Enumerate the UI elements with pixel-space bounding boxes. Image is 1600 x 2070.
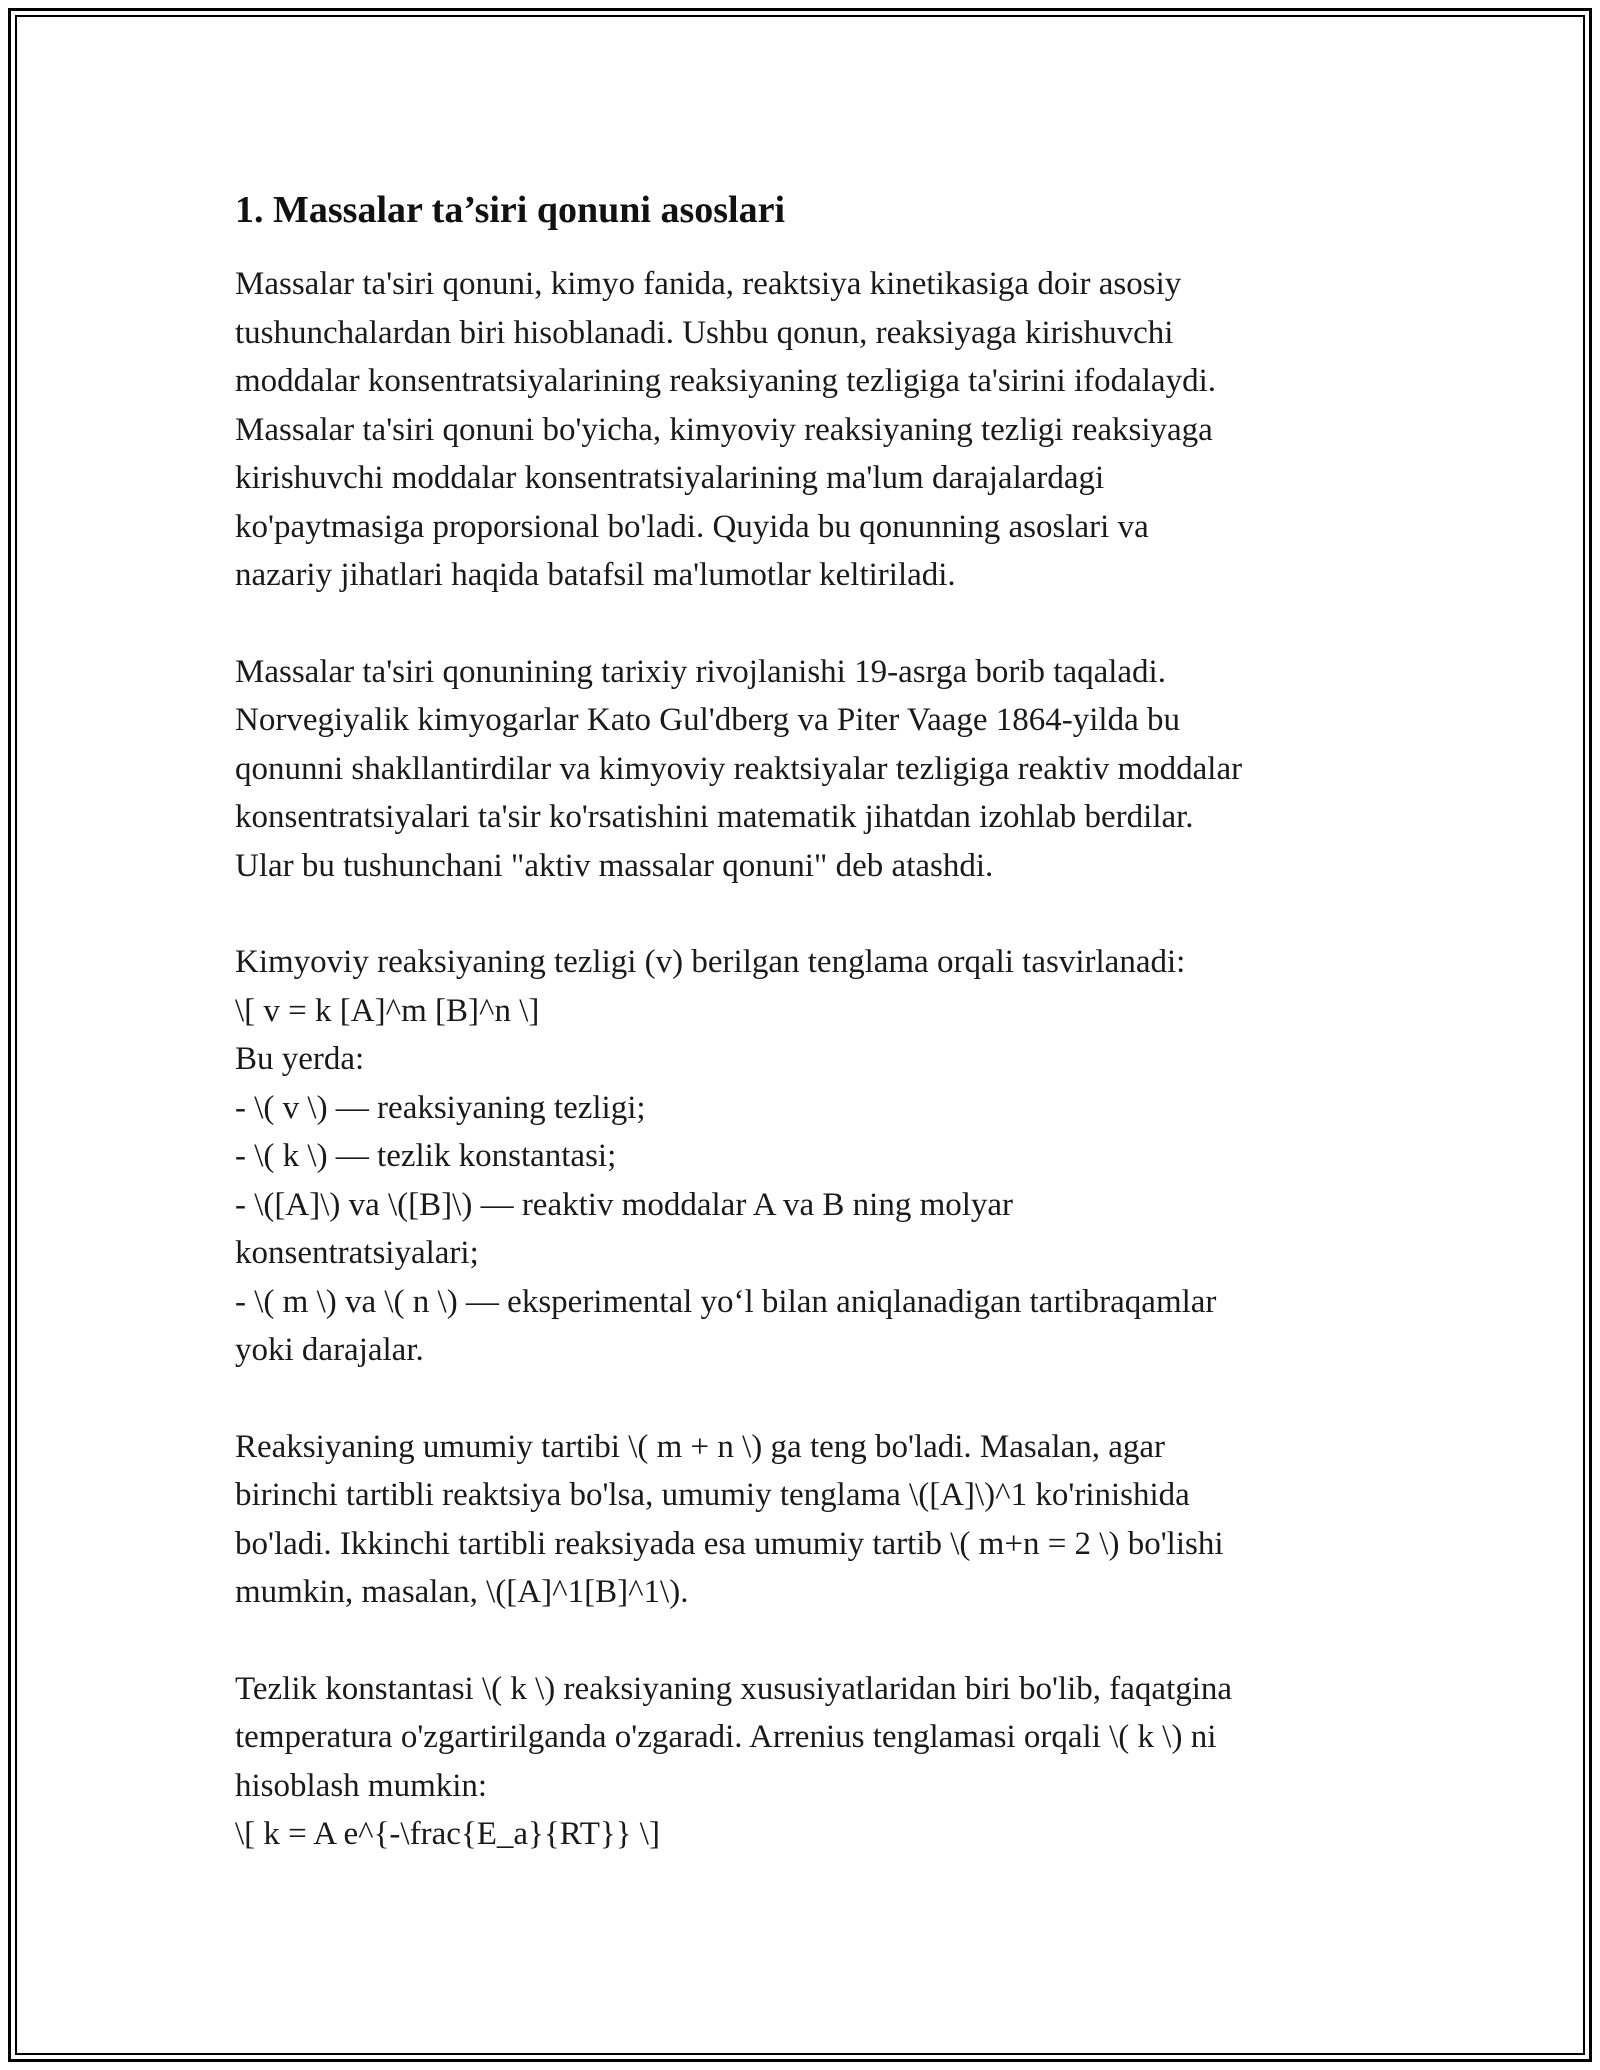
text-line: Massalar ta'siri qonuni bo'yicha, kimyoviy reaksiyaning tezligi reaksiyaga <box>235 411 1213 448</box>
text-line: nazariy jihatlari haqida batafsil ma'lumotlar keltiriladi. <box>235 557 956 593</box>
document-content <box>235 186 1365 1907</box>
text-line: tushunchalardan biri hisoblanadi. Ushbu qonun, reaksiyaga kirishuvchi <box>235 314 1174 351</box>
text-line: Massalar ta'siri qonuni, kimyo fanida, reaktsiya kinetikasiga doir asosiy <box>235 266 1182 302</box>
text-line: Ular bu tushunchani "aktiv massalar qonuni" deb atashdi. <box>235 847 994 884</box>
text-line: ko'paytmasiga proporsional bo'ladi. Quyida bu qonunning asoslari va <box>235 508 1149 545</box>
text-line: konsentratsiyalari ta'sir ko'rsatishini matematik jihatdan izohlab berdilar. <box>235 799 1194 835</box>
section-heading: 1. Massalar ta’siri qonuni asoslari <box>235 189 785 231</box>
text-line: bo'ladi. Ikkinchi tartibli reaksiyada esa umumiy tartib \( m+n = 2 \) bo'lishi <box>235 1525 1224 1562</box>
paragraph-rate-constant <box>235 1665 1365 1859</box>
text-line: Reaksiyaning umumiy tartibi \( m + n \) ga teng bo'ladi. Masalan, agar <box>235 1428 1166 1465</box>
text-line: moddalar konsentratsiyalarining reaksiyaning tezligiga ta'sirini ifodalaydi. <box>235 363 1216 399</box>
list-item: - \( v \) — reaksiyaning tezligi; <box>235 1089 646 1126</box>
text-line: hisoblash mumkin: <box>235 1767 488 1804</box>
list-item: - \([A]\) va \([B]\) — reaktiv moddalar A va B ning molyar <box>235 1186 1014 1223</box>
text-line: kirishuvchi moddalar konsentratsiyalarining ma'lum darajalardagi <box>235 460 1105 496</box>
paragraph-order <box>235 1423 1365 1617</box>
paragraph-rate-equation <box>235 938 1365 1375</box>
formula-line: \[ k = A e^{-\frac{E_a}{RT}} \] <box>235 1816 660 1852</box>
text-line: birinchi tartibli reaktsiya bo'lsa, umumiy tenglama \([A]\)^1 ko'rinishida <box>235 1477 1190 1513</box>
text-line: temperatura o'zgartirilganda o'zgaradi. Arrenius tenglamasi orqali \( k \) ni <box>235 1719 1217 1755</box>
text-line: Kimyoviy reaksiyaning tezligi (v) berilgan tenglama orqali tasvirlanadi: <box>235 944 1186 980</box>
text-line: Norvegiyalik kimyogarlar Kato Gul'dberg va Piter Vaage 1864-yilda bu <box>235 702 1180 738</box>
text-line: qonunni shakllantirdilar va kimyoviy reaktsiyalar tezligiga reaktiv moddalar <box>235 750 1243 787</box>
paragraph-intro <box>235 260 1365 600</box>
list-item: - \( m \) va \( n \) — eksperimental yo‘l bilan aniqlanadigan tartibraqamlar <box>235 1283 1217 1320</box>
text-line: konsentratsiyalari; <box>235 1235 479 1271</box>
text-line: mumkin, masalan, \([A]^1[B]^1\). <box>235 1574 689 1610</box>
text-line: Tezlik konstantasi \( k \) reaksiyaning xususiyatlaridan biri bo'lib, faqatgina <box>235 1670 1233 1707</box>
formula-line: \[ v = k [A]^m [B]^n \] <box>235 992 540 1029</box>
text-line: Massalar ta'siri qonunining tarixiy rivojlanishi 19-asrga borib taqaladi. <box>235 653 1166 690</box>
text-line: yoki darajalar. <box>235 1332 424 1368</box>
text-line: Bu yerda: <box>235 1041 365 1077</box>
paragraph-history <box>235 648 1365 891</box>
list-item: - \( k \) — tezlik konstantasi; <box>235 1138 617 1174</box>
